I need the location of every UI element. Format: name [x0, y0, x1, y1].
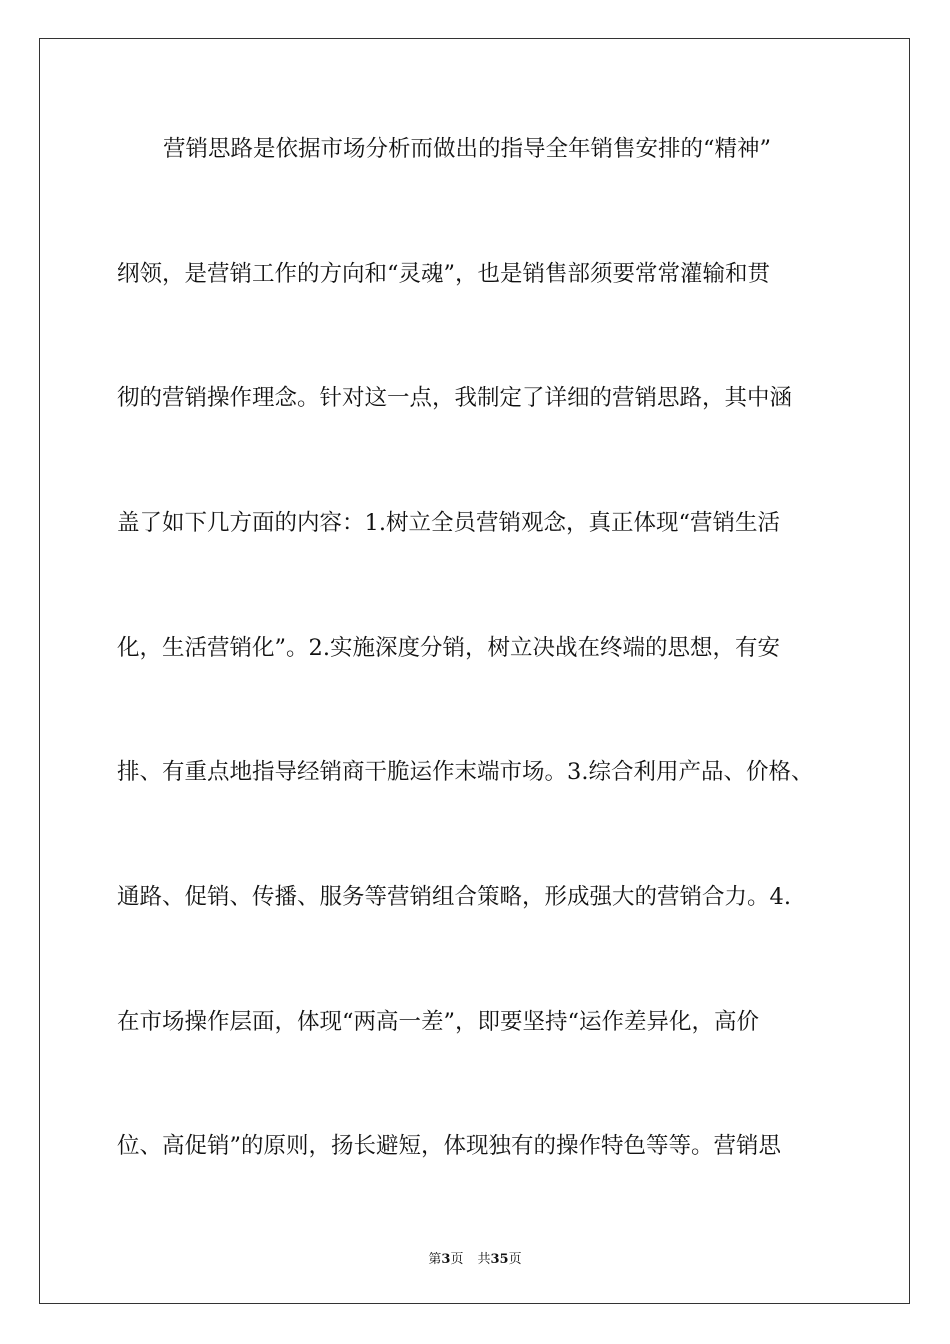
paragraph-line: 化，生活营销化”。2.实施深度分销，树立决战在终端的思想，有安	[117, 635, 780, 661]
paragraph-line: 营销思路是依据市场分析而做出的指导全年销售安排的“精神”	[163, 136, 772, 162]
paragraph-line: 彻的营销操作理念。针对这一点，我制定了详细的营销思路，其中涵	[117, 385, 793, 411]
paragraph-line: 在市场操作层面，体现“两高一差”，即要坚持“运作差异化，高价	[117, 1009, 760, 1035]
page-footer	[0, 1248, 950, 1267]
paragraph-line: 位、高促销”的原则，扬长避短，体现独有的操作特色等等。营销思	[117, 1133, 782, 1159]
page-border	[39, 38, 910, 1304]
paragraph-line: 盖了如下几方面的内容：1.树立全员营销观念，真正体现“营销生活	[117, 510, 780, 536]
page-suffix: 页	[450, 1252, 464, 1267]
paragraph-line: 纲领，是营销工作的方向和“灵魂”，也是销售部须要常常灌输和贯	[117, 261, 771, 287]
paragraph-line: 通路、促销、传播、服务等营销组合策略，形成强大的营销合力。4.	[117, 884, 791, 910]
total-prefix: 共	[477, 1252, 491, 1267]
paragraph-line: 排、有重点地指导经销商干脆运作末端市场。3.综合利用产品、价格、	[117, 759, 814, 785]
page-prefix: 第	[428, 1252, 442, 1267]
total-suffix: 页	[508, 1252, 522, 1267]
current-page-number: 3	[441, 1252, 451, 1267]
total-page-count: 35	[490, 1252, 509, 1267]
